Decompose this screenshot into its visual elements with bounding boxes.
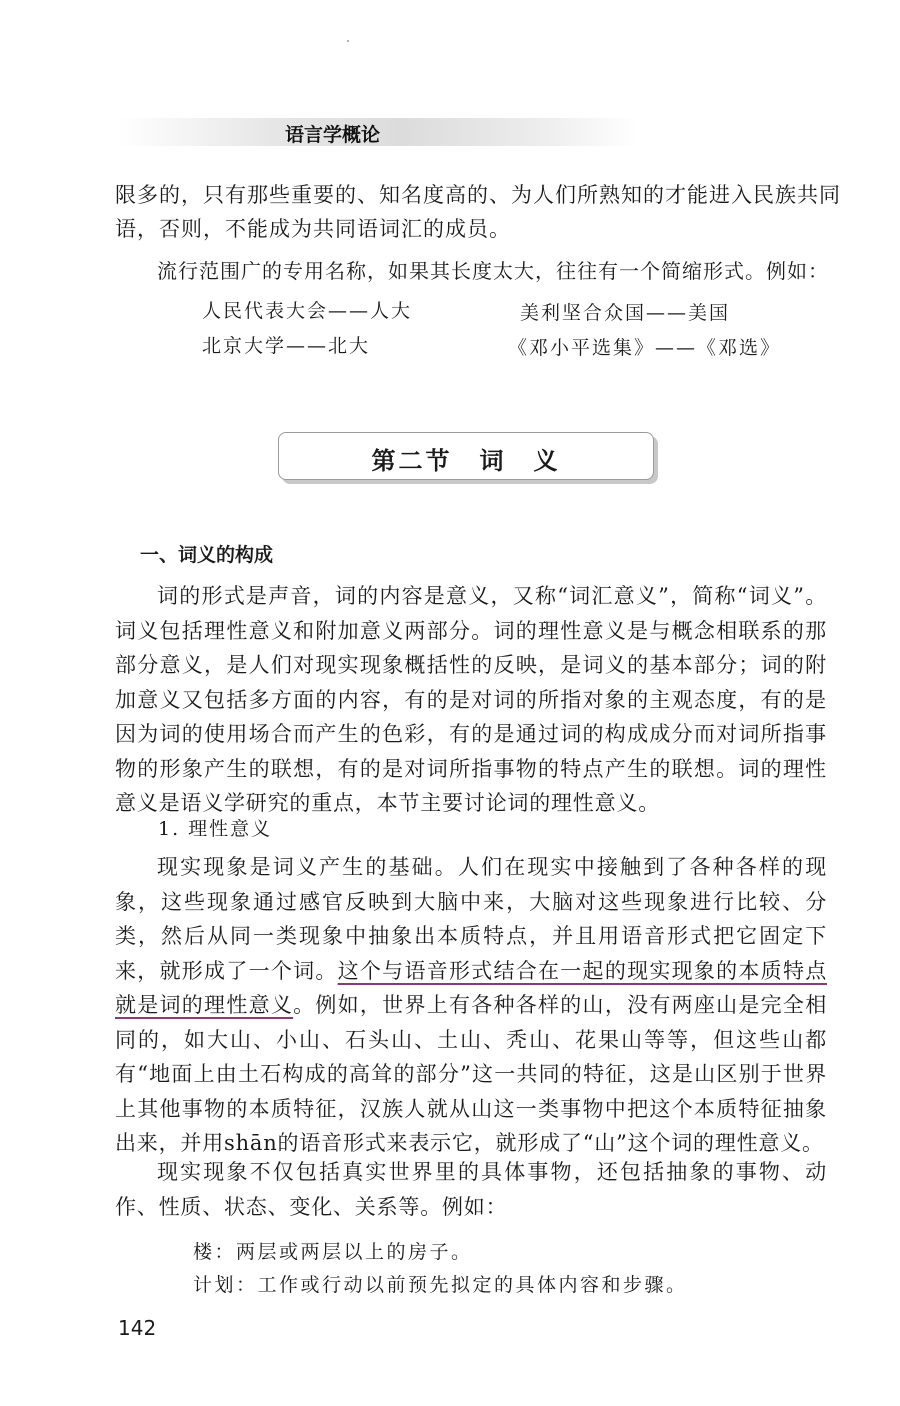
underlined-definition: 这个与语音形式结合在一起的现实现象的本质特点就是词的理性意义	[115, 958, 828, 1017]
paragraph-word-meaning: 词的形式是声音，词的内容是意义，又称“词汇意义”，简称“词义”。词义包括理性意义和附加意义两部分。词的理性意义是与概念相联系的那部分意义，是人们对现实现象概括性的反映，是词义的基本部分；词的附加意义又包括多方面的内容，有的是对词的所指对象的主观态度，有的是因为词的使用场合而产生的色彩，有的是通过词的构成成分而对词所指事物的形象产生的联想，有的是对词所指事物的特点产生的联想。词的理性意义是语义学研究的重点，本节主要讨论词的理性意义。	[115, 584, 827, 815]
page-number: 142	[118, 1316, 157, 1340]
paragraph-abstract-phenomena: 现实现象不仅包括真实世界里的具体事物，还包括抽象的事物、动作、性质、状态、变化、关系等。例如：	[115, 1160, 827, 1219]
section-title-box	[278, 432, 654, 480]
paragraph-text: 。例如，世界上有各种各样的山，没有两座山是完全相同的，如大山、小山、石头山、土山、秃山、花果山等等，但这些山都有“地面上由土石构成的高耸的部分”这一共同的特征，这是山区别于世界上其他事物的本质特征，汉族人就从山这一类事物中把这个本质特征抽象出来，并用shān的语音形式来表示它，就形成了“山”这个词的理性意义。	[115, 993, 827, 1155]
heading-word-meaning-composition: 一、词义的构成	[140, 544, 274, 566]
subheading-rational-meaning: 1. 理性意义	[158, 818, 273, 840]
abbreviation-intro: 流行范围广的专用名称，如果其长度太大，往往有一个简缩形式。例如：	[157, 259, 829, 283]
abbreviation-example: 人民代表大会——人大	[202, 300, 413, 322]
definition-example: 计划：工作或行动以前预先拟定的具体内容和步骤。	[193, 1274, 688, 1296]
abbreviation-example: 美利坚合众国——美国	[520, 302, 731, 324]
section-title: 第二节 词 义	[371, 446, 561, 475]
definition-example: 楼：两层或两层以上的房子。	[193, 1241, 473, 1263]
top-paragraph-line-2: 语，否则，不能成为共同语词汇的成员。	[115, 217, 511, 241]
top-paragraph-line-1: 限多的，只有那些重要的、知名度高的、为人们所熟知的才能进入民族共同	[115, 183, 841, 207]
running-header: 语言学概论	[285, 124, 381, 146]
abbreviation-example: 《邓小平选集》——《邓选》	[508, 337, 782, 359]
paragraph-rational-meaning	[115, 850, 827, 1161]
paragraph-text: 现实现象是词义产生的基础。人们在现实中接触到了各种各样的现象，这些现象通过感官反映到大脑中来，大脑对这些现象进行比较、分类，然后从同一类现象中抽象出本质特点，并且用语音形式把它固定下来，就形成了一个词。	[115, 855, 827, 983]
abbreviation-example: 北京大学——北大	[202, 335, 371, 357]
scan-speck	[347, 40, 349, 42]
